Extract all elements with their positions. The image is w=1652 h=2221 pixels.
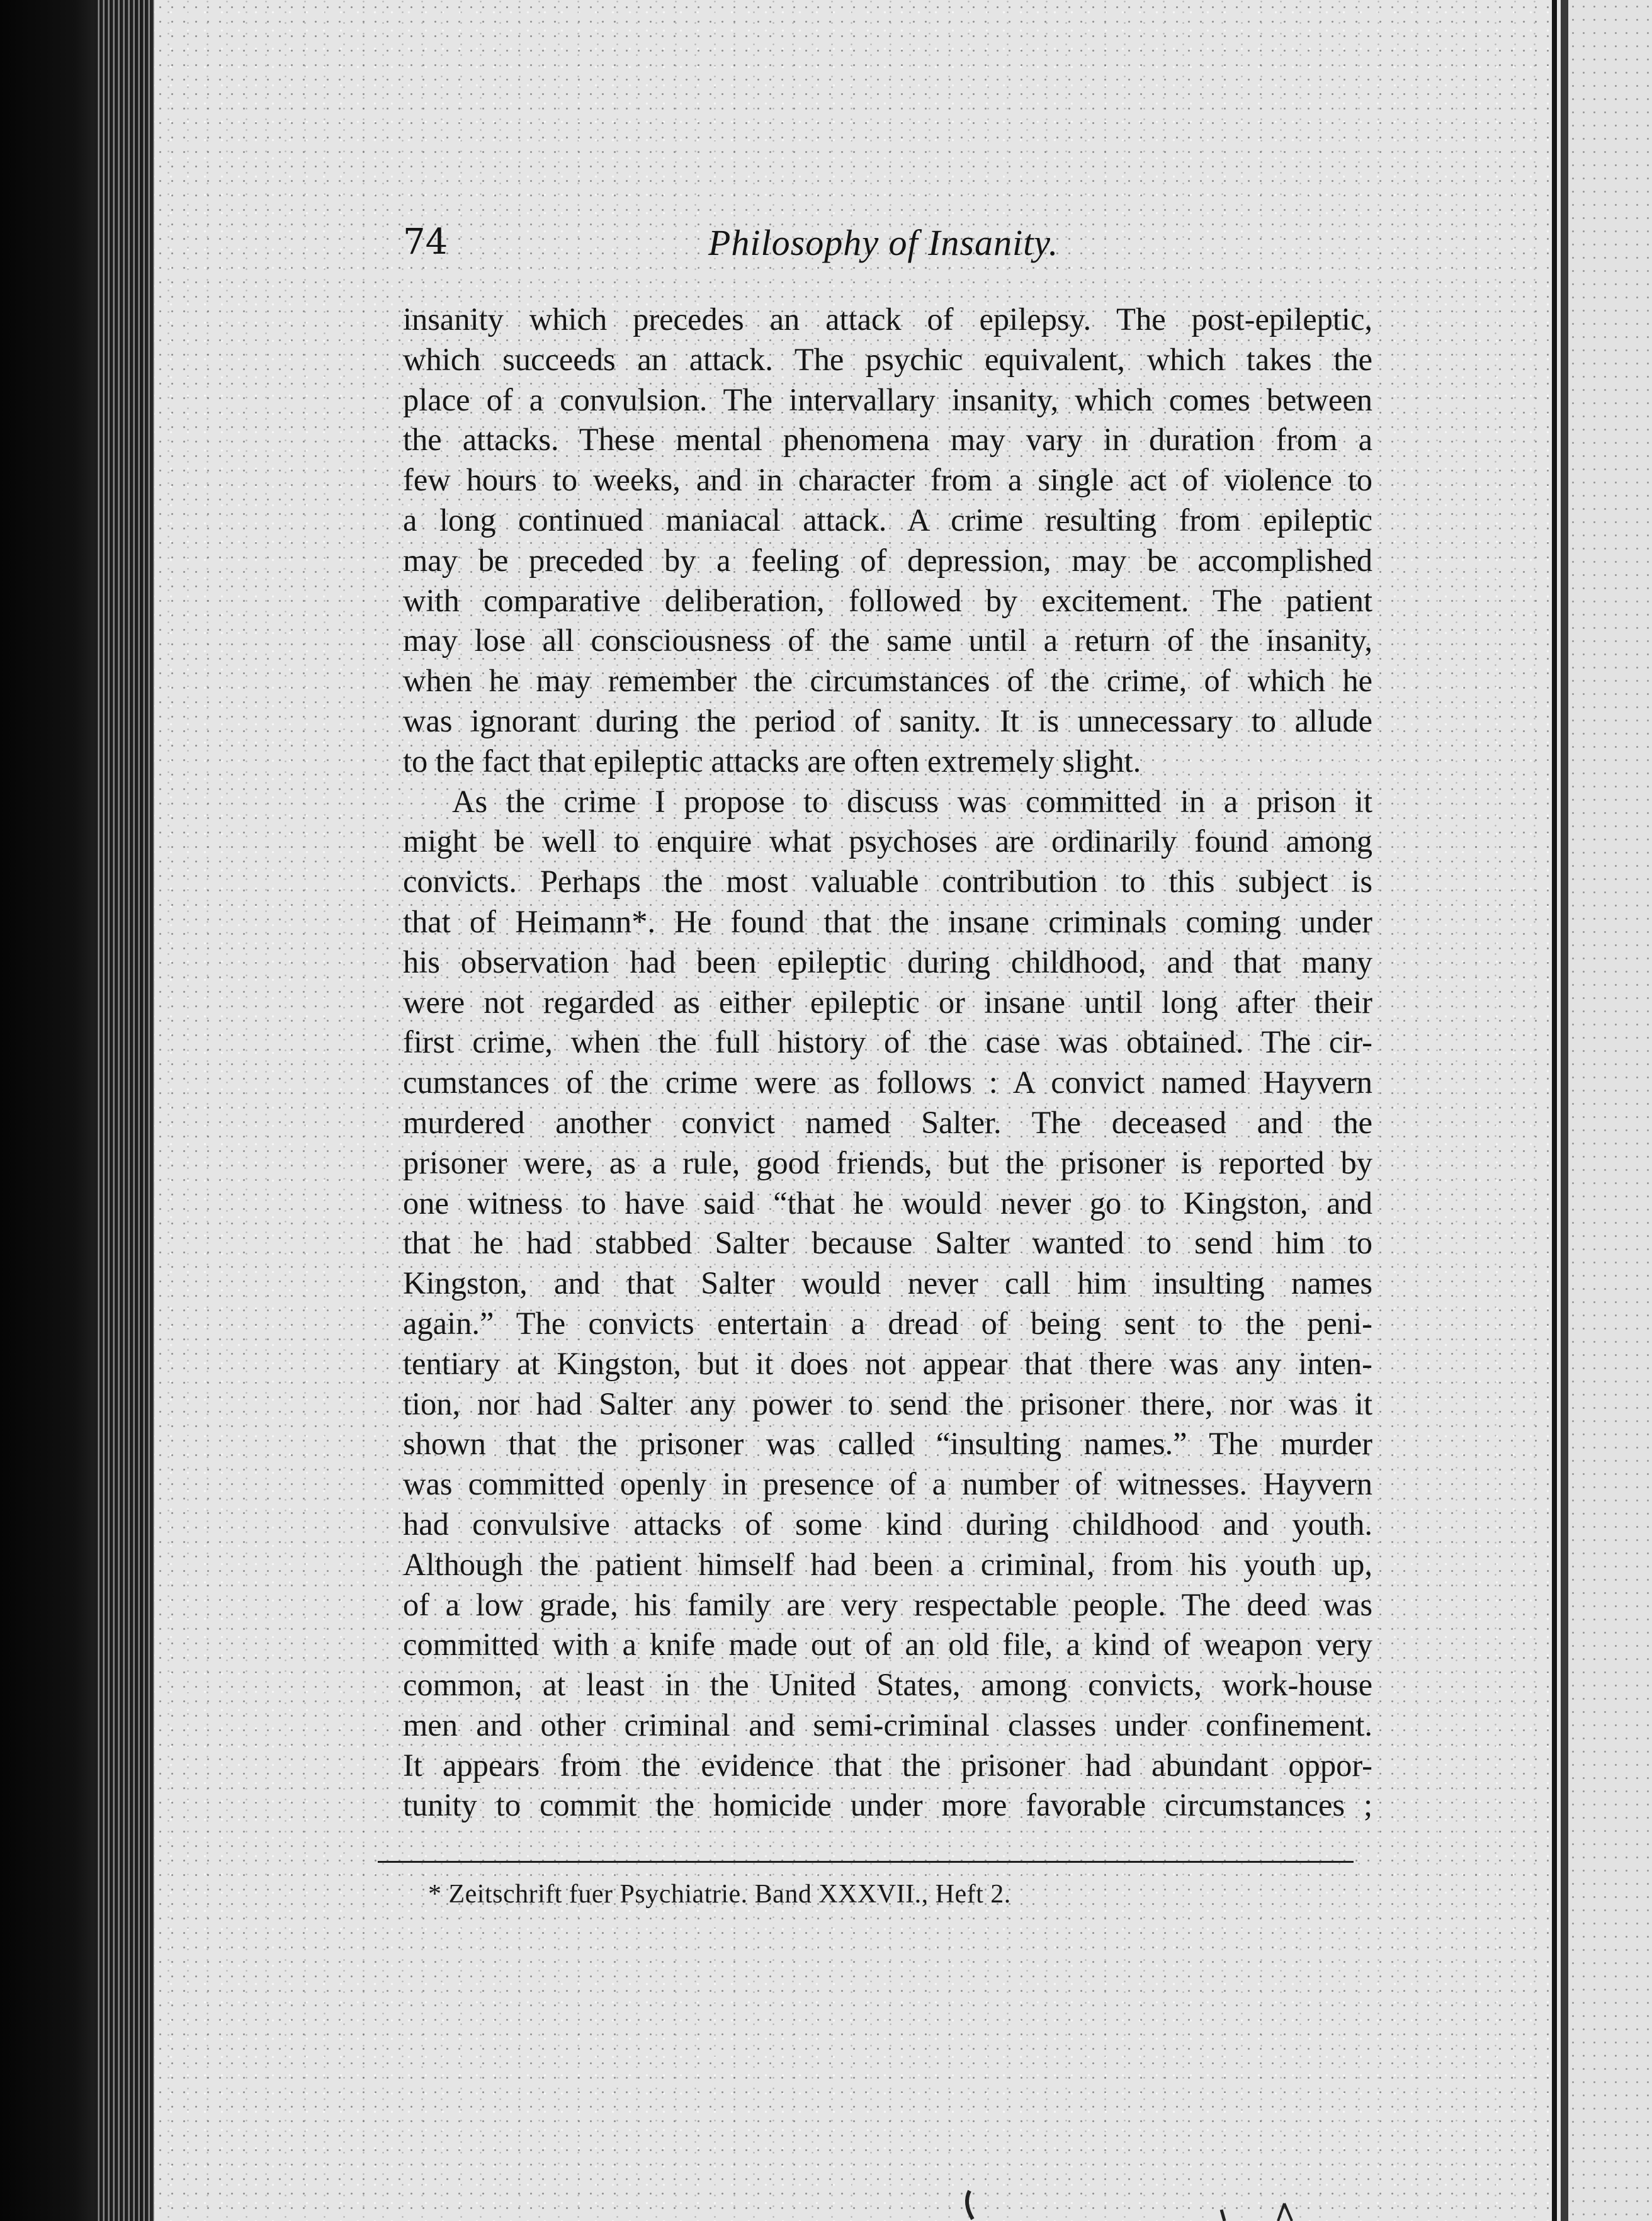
text-line: was ignorant during the period of sanity. It is unnecessary to allude xyxy=(403,703,1372,738)
bottom-edge-marks xyxy=(944,2184,1385,2221)
text-line: had convulsive attacks of some kind during childhood and youth. xyxy=(403,1506,1372,1542)
text-line: a long continued maniacal attack. A crime resulting from epileptic xyxy=(403,502,1372,538)
page-number: 74 xyxy=(403,222,448,263)
running-title: Philosophy of Insanity. xyxy=(708,222,1059,263)
text-line: which succeeds an attack. The psychic equivalent, which takes the xyxy=(403,341,1372,377)
text-line: might be well to enquire what psychoses are ordinarily found among xyxy=(403,823,1372,859)
edge-mark xyxy=(1278,2203,1292,2221)
text-line: tion, nor had Salter any power to send the prisoner there, nor was it xyxy=(403,1386,1372,1421)
text-line: tentiary at Kingston, but it does not appear that there was any inten- xyxy=(403,1345,1372,1381)
text-line: As the crime I propose to discuss was committed in a prison it xyxy=(452,783,1372,819)
text-line: that he had stabbed Salter because Salter wanted to send him to xyxy=(403,1225,1372,1261)
text-line: one witness to have said “that he would never go to Kingston, and xyxy=(403,1185,1372,1221)
text-line: convicts. Perhaps the most valuable contribution to this subject is xyxy=(403,864,1372,900)
text-line: the attacks. These mental phenomena may vary in duration from a xyxy=(403,422,1372,458)
text-line: insanity which precedes an attack of epilepsy. The post-epileptic, xyxy=(403,302,1372,337)
text-line: common, at least in the United States, among convicts, work-house xyxy=(403,1667,1372,1703)
body-text xyxy=(403,300,1372,1826)
text-line: committed with a knife made out of an old file, a kind of weapon very xyxy=(403,1627,1372,1663)
text-line: may be preceded by a feeling of depression, may be accomplished xyxy=(403,542,1372,578)
text-line: murdered another convict named Salter. The deceased and the xyxy=(403,1104,1372,1140)
text-line: shown that the prisoner was called “insulting names.” The murder xyxy=(403,1426,1372,1462)
text-line: were not regarded as either epileptic or insane until long after their xyxy=(403,984,1372,1020)
text-line: first crime, when the full history of the case was obtained. The cir- xyxy=(403,1024,1372,1060)
text-line: tunity to commit the homicide under more favorable circumstances ; xyxy=(403,1787,1372,1823)
text-line: place of a convulsion. The intervallary insanity, which comes between xyxy=(403,381,1372,417)
text-line: when he may remember the circumstances of the crime, of which he xyxy=(403,663,1372,699)
page-header xyxy=(403,222,1102,278)
text-line: men and other criminal and semi-criminal classes under confinement. xyxy=(403,1707,1372,1743)
adjacent-page xyxy=(1552,0,1652,2221)
text-line: Kingston, and that Salter would never call him insulting names xyxy=(403,1265,1372,1301)
text-line: few hours to weeks, and in character from a single act of violence to xyxy=(403,462,1372,498)
text-line: was committed openly in presence of a number of witnesses. Hayvern xyxy=(403,1466,1372,1502)
text-line: of a low grade, his family are very respectable people. The deed was xyxy=(403,1586,1372,1622)
text-line: that of Heimann*. He found that the insane criminals coming under xyxy=(403,903,1372,939)
text-line: his observation had been epileptic during childhood, and that many xyxy=(403,944,1372,980)
page-edges xyxy=(94,0,154,2221)
edge-mark xyxy=(1221,2210,1225,2221)
text-line: prisoner were, as a rule, good friends, but the prisoner is reported by xyxy=(403,1144,1372,1180)
text-line: It appears from the evidence that the prisoner had abundant oppor- xyxy=(403,1747,1372,1783)
text-line: cumstances of the crime were as follows : A convict named Hayvern xyxy=(403,1065,1372,1100)
text-line: may lose all consciousness of the same until a return of the insanity, xyxy=(403,623,1372,658)
edge-mark xyxy=(967,2191,973,2219)
text-line: to the fact that epileptic attacks are often extremely slight. xyxy=(403,743,1141,779)
book-binding xyxy=(0,0,154,2221)
footnote: * Zeitschrift fuer Psychiatrie. Band XXXVII., Heft 2. xyxy=(428,1880,1011,1909)
gutter-shadow xyxy=(1561,0,1568,2221)
text-line: Although the patient himself had been a criminal, from his youth up, xyxy=(403,1546,1372,1582)
footnote-rule xyxy=(378,1861,1354,1863)
text-line: again.” The convicts entertain a dread of being sent to the peni- xyxy=(403,1305,1372,1341)
text-line: with comparative deliberation, followed by excitement. The patient xyxy=(403,582,1372,618)
